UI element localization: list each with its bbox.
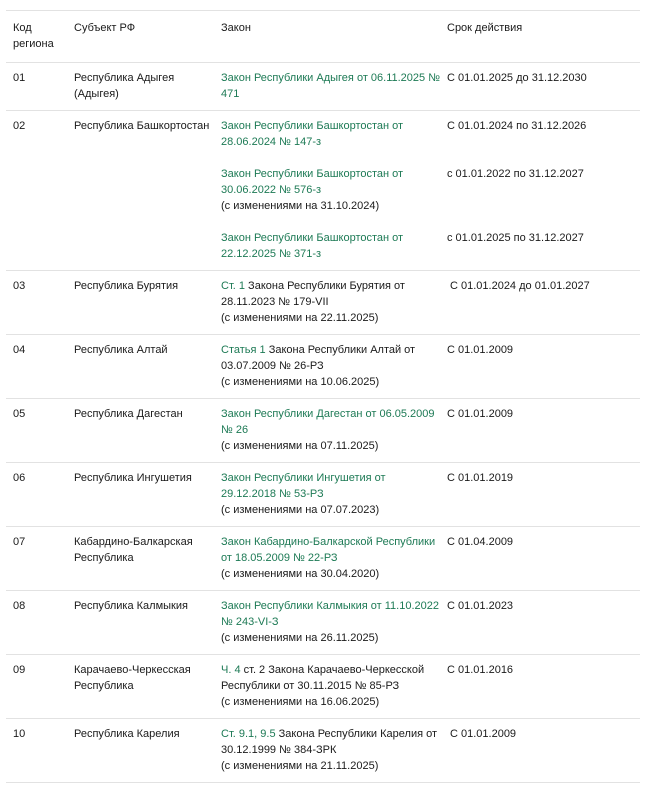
validity-period: С 01.01.2024 по 31.12.2026 <box>447 120 587 132</box>
law-amendment-note: (с изменениями на 07.11.2025) <box>221 440 379 452</box>
validity-period: с 01.01.2022 по 31.12.2027 <box>447 168 584 180</box>
law-entry <box>221 534 440 582</box>
law-cell <box>214 655 440 719</box>
law-link[interactable]: Ч. 4 <box>221 664 241 676</box>
period-cell <box>440 463 640 527</box>
law-link[interactable]: Закон Республики Калмыкия от 11.10.2022 № 243-VI-З <box>221 600 439 628</box>
region-code-cell: 03 <box>6 271 67 335</box>
law-link[interactable]: Ст. 9.1, 9.5 <box>221 728 276 740</box>
table-row <box>6 591 640 655</box>
period-cell <box>440 335 640 399</box>
table-body <box>6 63 640 783</box>
region-code-cell: 09 <box>6 655 67 719</box>
validity-period: С 01.01.2024 до 01.01.2027 <box>450 280 590 292</box>
law-link[interactable]: Закон Кабардино-Балкарской Республики от 18.05.2009 № 22-РЗ <box>221 536 436 564</box>
validity-period: С 01.01.2023 <box>447 600 514 612</box>
table-row <box>6 527 640 591</box>
law-amendment-note: (с изменениями на 30.04.2020) <box>221 568 380 580</box>
region-code-cell: 04 <box>6 335 67 399</box>
subject-cell: Республика Карелия <box>67 719 214 783</box>
region-code-cell: 05 <box>6 399 67 463</box>
law-cell <box>214 719 440 783</box>
law-entry <box>221 118 440 150</box>
law-text: Закона Республики Алтай от 03.07.2009 № 26-РЗ <box>221 344 416 372</box>
subject-cell: Карачаево-Черкесская Республика <box>67 655 214 719</box>
law-cell <box>214 527 440 591</box>
law-text: Закона Республики Бурятия от 28.11.2023 № 179-VII <box>221 280 405 308</box>
table-row <box>6 719 640 783</box>
validity-period: С 01.01.2009 <box>447 344 514 356</box>
table-row <box>6 463 640 527</box>
law-entry <box>221 726 440 774</box>
period-cell <box>440 399 640 463</box>
table-row <box>6 399 640 463</box>
column-header-law: Закон <box>214 11 440 63</box>
law-link[interactable]: Закон Республики Башкортостан от 28.06.2024 № 147-з <box>221 120 404 148</box>
validity-period: С 01.01.2009 <box>447 408 514 420</box>
law-amendment-note: (с изменениями на 07.07.2023) <box>221 504 380 516</box>
law-amendment-note: (с изменениями на 26.11.2025) <box>221 632 379 644</box>
period-cell <box>440 63 640 111</box>
period-cell <box>440 719 640 783</box>
law-amendment-note: (с изменениями на 21.11.2025) <box>221 760 379 772</box>
region-code-cell: 07 <box>6 527 67 591</box>
validity-period: С 01.01.2009 <box>450 728 517 740</box>
column-header-subject: Субъект РФ <box>67 11 214 63</box>
law-link[interactable]: Закон Республики Адыгея от 06.11.2025 № 471 <box>221 72 441 100</box>
region-code-cell: 10 <box>6 719 67 783</box>
subject-cell: Республика Алтай <box>67 335 214 399</box>
law-entry <box>221 278 440 326</box>
region-code-cell: 06 <box>6 463 67 527</box>
subject-cell: Кабардино-Балкарская Республика <box>67 527 214 591</box>
law-link[interactable]: Ст. 1 <box>221 280 245 292</box>
validity-period: с 01.01.2025 по 31.12.2027 <box>447 232 584 244</box>
law-text: Закона Республики Карелия от 30.12.1999 № 384-ЗРК <box>221 728 438 756</box>
law-entry <box>221 230 440 262</box>
subject-cell: Республика Башкортостан <box>67 111 214 271</box>
subject-cell: Республика Дагестан <box>67 399 214 463</box>
law-entry <box>221 470 440 518</box>
subject-cell: Республика Ингушетия <box>67 463 214 527</box>
table-row <box>6 111 640 271</box>
column-header-code: Код региона <box>6 11 67 63</box>
law-link[interactable]: Закон Республики Башкортостан от 30.06.2022 № 576-з <box>221 168 404 196</box>
subject-cell: Республика Бурятия <box>67 271 214 335</box>
table-header-row <box>6 11 640 63</box>
law-cell <box>214 111 440 271</box>
table-row <box>6 271 640 335</box>
subject-cell: Республика Адыгея (Адыгея) <box>67 63 214 111</box>
period-cell <box>440 111 640 271</box>
law-cell <box>214 463 440 527</box>
validity-period: С 01.01.2019 <box>447 472 514 484</box>
region-code-cell: 01 <box>6 63 67 111</box>
law-link[interactable]: Статья 1 <box>221 344 266 356</box>
table-row <box>6 335 640 399</box>
subject-cell: Республика Калмыкия <box>67 591 214 655</box>
law-entry <box>221 662 440 710</box>
law-entry <box>221 342 440 390</box>
law-link[interactable]: Закон Республики Ингушетия от 29.12.2018 № 53-РЗ <box>221 472 386 500</box>
region-code-cell: 08 <box>6 591 67 655</box>
law-cell <box>214 591 440 655</box>
law-cell <box>214 63 440 111</box>
period-cell <box>440 655 640 719</box>
law-entry <box>221 70 440 102</box>
law-link[interactable]: Закон Республики Башкортостан от 22.12.2025 № 371-з <box>221 232 404 260</box>
period-cell <box>440 271 640 335</box>
law-entry <box>221 598 440 646</box>
validity-period: С 01.01.2025 до 31.12.2030 <box>447 72 587 84</box>
validity-period: С 01.01.2016 <box>447 664 514 676</box>
regions-law-table <box>6 10 640 783</box>
law-cell <box>214 399 440 463</box>
law-link[interactable]: Закон Республики Дагестан от 06.05.2009 № 26 <box>221 408 435 436</box>
law-text: ст. 2 Закона Карачаево-Черкесской Республики от 30.11.2015 № 85-РЗ <box>221 664 425 692</box>
table-row <box>6 655 640 719</box>
law-entry <box>221 406 440 454</box>
region-code-cell: 02 <box>6 111 67 271</box>
validity-period: С 01.04.2009 <box>447 536 514 548</box>
period-cell <box>440 527 640 591</box>
table-row <box>6 63 640 111</box>
law-entry <box>221 166 440 214</box>
period-cell <box>440 591 640 655</box>
law-cell <box>214 271 440 335</box>
law-amendment-note: (с изменениями на 22.11.2025) <box>221 312 379 324</box>
law-amendment-note: (с изменениями на 10.06.2025) <box>221 376 380 388</box>
law-amendment-note: (с изменениями на 31.10.2024) <box>221 200 380 212</box>
column-header-period: Срок действия <box>440 11 640 63</box>
law-amendment-note: (с изменениями на 16.06.2025) <box>221 696 380 708</box>
law-cell <box>214 335 440 399</box>
